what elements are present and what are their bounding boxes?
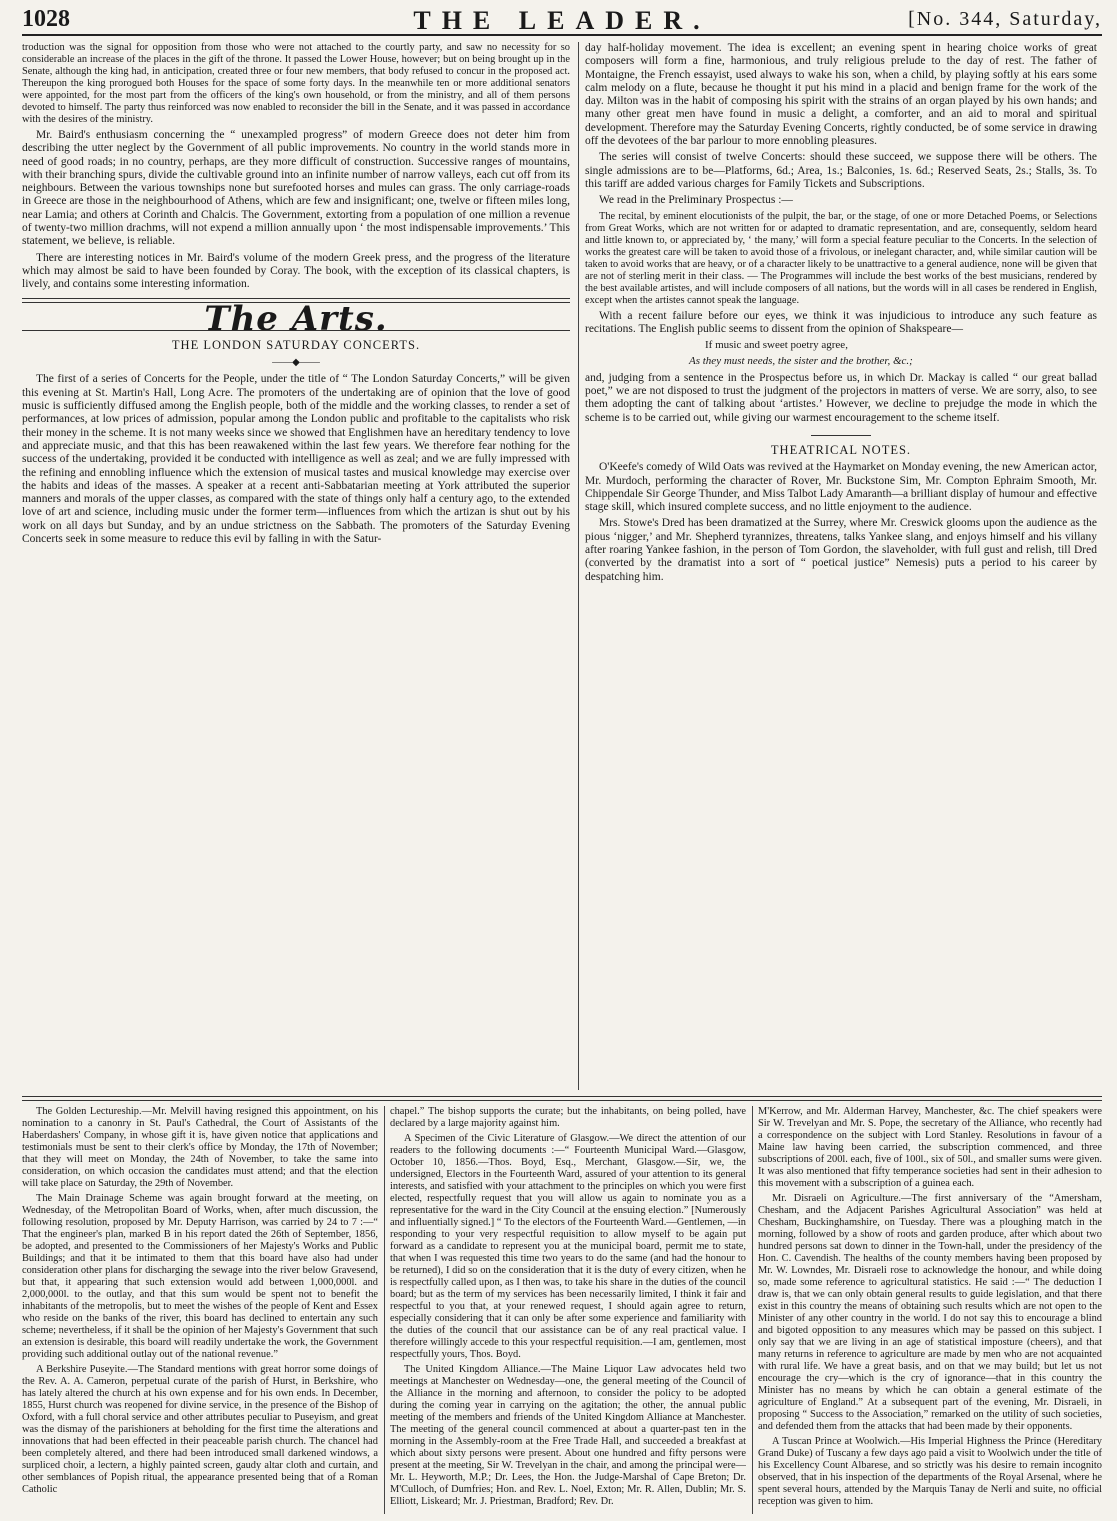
lower-column-2 — [390, 1106, 746, 1514]
column-divider — [752, 1106, 753, 1514]
page-divider — [22, 1096, 1102, 1101]
concert-prices-paragraph: The series will consist of twelve Concerts: should these succeed, we suppose there will be others. The single admissions are to be—Platforms, 6d.; Area, 1s.; Balconies, 1s. 6d.; Reserved Seats, 2s.; Stalls, 3s. To this tariff are added various charges for Family Tickets and Subscriptions. — [585, 151, 1097, 190]
greek-senate-paragraph: troduction was the signal for opposition from those who were not attached to the courtly party, and saw no necessity for so considerable an increase of the places in the gift of the throne. It passed the Lower House, however; but on being brought up in the Senate, although the king had, in anticipation, created three or four new members, that body refused to concur in the proposed act. Thereupon the king prorogued both Houses for the space of some forty days. In the meanwhile ten or more additional senators were appointed, for the most part from the officers of the king's own household, or from the ministry, and all of them persons devoted to himself. The party thus reinforced was now enabled to reconsider the bill in the Senate, and it was passed in accordance with the desires of the ministry. — [22, 42, 570, 125]
recitations-paragraph: With a recent failure before our eyes, we think it was injudicious to introduce any such feature as recitations. The English public seems to dissent from the opinion of Shakspeare— — [585, 309, 1097, 335]
mkerrow-paragraph: M'Kerrow, and Mr. Alderman Harvey, Manchester, &c. The chief speakers were Sir W. Trevelyan and Mr. S. Pope, the secretary of the Alliance, who recently had a correspondence on the subject with Lord Stanley. Resolutions in favour of a Maine law having been carried, the subscription commenced, and three subscriptions of 200l. each, five of 100l., six of 50l., and smaller sums were given. It was also mentioned that fifty temperance societies had sent in their adhesion to this movement with a subscription of a guinea each. — [758, 1106, 1102, 1189]
concerts-continued-paragraph: day half-holiday movement. The idea is excellent; an evening spent in hearing choice works of great composers will form a fine, harmonious, and truly religious prelude to the day of rest. The father of Montaigne, the French essayist, used always to wake his son, when a child, by playing softly at his ears some calm melody on a flute, because he thought it put his mind in a placid and benign frame for the work of the day. Milton was in the habit of composing his spirit with the strains of an organ played by his own hands; and many other great men have found in music a delight, a comforter, and an aid to moral and spiritual development. Therefore may the Saturday Evening Concerts, rightly conducted, be of some service in drawing off the devotees of the bar parlour to more ennobling pleasures. — [585, 42, 1097, 148]
lower-column-3 — [758, 1106, 1102, 1514]
verse-line-1: If music and sweet poetry agree, — [705, 339, 848, 352]
ballad-poet-paragraph: and, judging from a sentence in the Prospectus before us, in which Dr. Mackay is called “ our great ballad poet,” we are not disposed to trust the judgment of the projectors in matters of verse. We are sorry, also, to see them adopting the cant of talking about ‘artistes.’ However, we decline to prejudge the mode in which the scheme is to be carried out, while giving our warmest encouragement to the scheme itself. — [585, 371, 1097, 424]
dred-paragraph: Mrs. Stowe's Dred has been dramatized at the Surrey, where Mr. Creswick glooms upon the audience as the pious ‘nigger,’ and Mr. Shepherd tyrannizes, threatens, talks Yankee slang, and enjoys himself and his villany after roaring Yankee fashion, in the person of Tom Gordon, the slaveholder, with full gust and relish, till Dred (converted by the dramatist into a sort of “ poetical justice” Nemesis) puts a period to his career by despatching him. — [585, 517, 1097, 583]
main-drainage-paragraph: The Main Drainage Scheme was again brought forward at the meeting, on Wednesday, of the Metropolitan Board of Works, when, after much discussion, the following resolution, proposed by Mr. Deputy Harrison, was carried by 24 to 7 :—“ That the engineer's plan, marked B in his report dated the 26th of September, 1856, be adopted, and presented to the Commissioners of her Majesty's Works and Public Buildings; and that it be intimated to them that this board have also had under consideration other plans for discharging the sewage into the river below Gravesend, but that, it appearing that such extension would add between 1,000,000l. and 2,000,000l. to the outlay, and that this sum would be spent not to benefit the inhabitants of the metropolis, but to meet the wishes of the people of Kent and Essex who reside on the banks of the river, this board has declined to entertain any such scheme; nevertheless, if it shall be the opinion of her Majesty's Government that such an extension is desirable, this board will readily undertake the work, the Government providing such additional outlay out of the national revenue.” — [22, 1193, 378, 1360]
ornament-divider: ——◆—— — [272, 357, 320, 369]
concerts-subheading: THE LONDON SATURDAY CONCERTS. — [171, 337, 421, 352]
arts-heading: The Arts. — [204, 298, 388, 339]
concerts-paragraph: The first of a series of Concerts for the People, under the title of “ The London Saturday Concerts,” will be given this evening at St. Martin's Hall, Long Acre. The promoters of the undertaking are of opinion that the love of good music is sufficiently diffused among the English people, both of the middle and the working classes, to render a set of performances, at low prices of admission, popular among the London public and profitable to the capitalists who risk their money in the scheme. It is not many weeks since we showed that Englishmen have an hereditary tendency to love and appreciate music, and that this has been reawakened within the last few years. We therefore fear nothing for the success of the undertaking, provided it be conducted with intelligence as well as zeal; and we are fully impressed with the refining and ennobling influence which the extension of musical tastes and musical knowledge may exercise over the habits and ideas of the masses. A speaker at a recent anti-Sabbatarian meeting at York attributed the superior manners and morals of the upper classes, as compared with the state of things only half a century ago, to the extended love of art and science, including music under the former term—influences from which the artizan is shut out by his work on all days but Sunday, and by an undue strictness on the Sabbath. The promoters of the Saturday Evening Concerts seek in some measure to reduce this evil by falling in with the Satur- — [22, 373, 570, 546]
alliance-paragraph: The United Kingdom Alliance.—The Maine Liquor Law advocates held two meetings at Manchester on Wednesday—one, the general meeting of the Council of the Alliance in the morning and afternoon, to consider the policy to be adopted during the coming year in carrying on the agitation; the other, the annual public meeting of the members and friends of the United Kingdom Alliance at Manchester. The meeting of the general council commenced at about a quarter-past ten in the morning in the Assembly-room at the Free Trade Hall, and succeeded a breakfast at which about sixty persons were present. About one hundred and fifty persons were present at the meeting, Sir W. Trevelyan in the chair, and among the principal were—Mr. L. Heyworth, M.P.; Dr. Lees, the Hon. the Judge-Marshal of Cape Breton; Dr. M'Culloch, of Dumfries; Hon. and Rev. L. Noel, Exton; Mr. R. Allen, Dublin; Mr. S. Elliott, Liskeard; Mr. J. Priestman, Bradford; Rev. Dr. — [390, 1364, 746, 1507]
bishop-paragraph: chapel.” The bishop supports the curate; but the inhabitants, on being polled, have declared by a large majority against him. — [390, 1106, 746, 1129]
newspaper-title: THE LEADER. — [413, 6, 711, 35]
golden-lectureship-paragraph: The Golden Lectureship.—Mr. Melvill having resigned this appointment, on his nomination to a canonry in St. Paul's Cathedral, the Court of Assistants of the Haberdashers' Company, in whose gift it is, have given notice that applications and testimonials must be sent to their clerk's office by Monday, the 17th of November; that they will meet on Monday, the 24th of November, to take the same into consideration, on which occasion the candidates must attend; and that the election will take place on Saturday, the 29th of November. — [22, 1106, 378, 1189]
prospectus-intro: We read in the Preliminary Prospectus :— — [599, 194, 793, 207]
section-rule — [22, 298, 570, 303]
lower-column-1 — [22, 1106, 378, 1514]
disraeli-paragraph: Mr. Disraeli on Agriculture.—The first anniversary of the “Amersham, Chesham, and the Adjacent Parishes Agricultural Association” was held at Chesham, Buckinghamshire, on Tuesday. There was a ploughing match in the morning, followed by a show of roots and garden produce, after which about two hundred persons sat down to dinner in the Town-hall, under the presidency of the Hon. C. Cavendish. The healths of the county members having been proposed by Mr. W. Lowndes, Mr. Disraeli rose to acknowledge the honour, and while doing so, made some reference to agricultural statistics. He said :—“ The deduction I draw is, that we can only obtain general results to guide legislation, and that there exist in this country the means of obtaining such results which are not open to the Minister of any other country in the world. I do not say this to encourage a blind and bigoted opposition to any measures which may be passed on this subject. I only say that we are living in an age of statistical imposture (cheers), and that many returns in reference to agriculture are made by men who are not acquainted with rural life. We have a great basis, and on that we may build; but let us not encourage the cry—which is the cry of ignorance—that in this country the Minister has no means by which he can obtain a general estimate of the agriculture of England.” At a subsequent part of the evening, Mr. Disraeli, in proposing “ Success to the Association,” remarked on the utility of such societies, and defended them from the attacks that had been made by their opponents. — [758, 1193, 1102, 1432]
heading-rule — [22, 330, 570, 331]
column-divider — [384, 1106, 385, 1514]
column-divider — [578, 42, 579, 1090]
wild-oats-paragraph: O'Keefe's comedy of Wild Oats was revived at the Haymarket on Monday evening, the new American actor, Mr. Murdoch, performing the character of Rover, Mr. Buckstone Sim, Mr. Compton Ephraim Smooth, Mr. Chippendale Sir George Thunder, and Miss Talbot Lady Amaranth—a brilliant display of humour and effective stage skill, which insured complete success, and no little enjoyment to the audience. — [585, 461, 1097, 514]
issue-number: [No. 344, Saturday, — [908, 8, 1102, 30]
upper-right-column — [585, 42, 1097, 1090]
greek-press-paragraph: There are interesting notices in Mr. Baird's volume of the modern Greek press, and the progress of the literature which may almost be said to have been founded by Coray. The book, with the exception of its classical chapters, is lively, and contains some interesting information. — [22, 251, 570, 291]
masthead — [22, 4, 1102, 36]
page-number: 1028 — [22, 6, 70, 32]
prospectus-quote: The recital, by eminent elocutionists of the pulpit, the bar, or the stage, of one or more Detached Poems, or Selections from Great Works, which are not written for or adapted to dramatic representation, and are, consequently, seldom heard and little known to, or appreciated by, ‘ the many,’ will form a special feature peculiar to the Concerts. In the selection of works the greatest care will be taken to avoid those of a frivolous, or inelegant character, and, while similar caution will be taken to avoid works that are heavy, or of a character likely to be unattractive to a general audience, none will be given that are not of sterling merit in their class. — The Programmes will include the best works of the best musicians, rendered by the best available artistes, and will include composers of all nations, but the words will in all cases be rendered in English, except when the artistes cannot speak the language. — [585, 210, 1097, 306]
greek-roads-paragraph: Mr. Baird's enthusiasm concerning the “ unexampled progress” of modern Greece does not deter him from describing the utter neglect by the Government of all public improvements. No country in the world stands more in need of good roads; in no country, perhaps, are they more difficult of construction. Successive ranges of mountains, with their branching spurs, divide the cultivable ground into an infinite number of narrow valleys, each cut off from its neighbours. Between the various townships none but surefooted horses and mules can grass. The only carriage-roads in Greece are those in the neighbourhood of Athens, which are few and insignificant; one, twelve or fifteen miles long, near Lamia; and others at Corinth and Chalcis. The Government, extorting from a population of one million a revenue of twenty-two million drachms, will not expend a million annually upon ‘ the most indispensable improvements.’ This statement, we believe, is reliable. — [22, 129, 570, 248]
short-rule — [811, 435, 871, 436]
tuscan-prince-paragraph: A Tuscan Prince at Woolwich.—His Imperial Highness the Prince (Hereditary Grand Duke) of Tuscany a few days ago paid a visit to Woolwich under the title of his Excellency Count Albarese, and so strictly was his desire to remain incognito observed, that in his inspection of the departments of the Royal Arsenal, where he spent several hours, attended by the Marquis Tanay de Nerli and suite, no official reception was given to him. — [758, 1436, 1102, 1507]
theatrical-heading: THEATRICAL NOTES. — [770, 442, 912, 457]
berkshire-puseyite-paragraph: A Berkshire Puseyite.—The Standard mentions with great horror some doings of the Rev. A. A. Cameron, perpetual curate of the parish of Hurst, in Berkshire, who has lately altered the church at his own expense and for his own ends. In December, 1855, Hurst church was reopened for divine service, in the presence of the Bishop of Oxford, with a full choral service and other attributes peculiar to Puseyism, and great was the dismay of the parishioners at beholding for the first time the alterations and innovations that had been effected in their peaceable parish church. The chancel had been completely altered, and there had been introduced small darkened windows, a surpliced choir, a lectern, a highly painted screen, gaudy altar cloth and curtain, and other semblances of Popish ritual, the appearance presented being that of a Roman Catholic — [22, 1364, 378, 1495]
glasgow-paragraph: A Specimen of the Civic Literature of Glasgow.—We direct the attention of our readers to the following documents :—“ Fourteenth Municipal Ward.—Glasgow, October 10, 1856.—Thos. Boyd, Esq., Merchant, Glasgow.—Sir, we, the undersigned, Electors in the Fourteenth Ward, assured of your attention to its general interests, and satisfied with your attachment to the principles on which you were first elected, respectfully request that you will allow us again to nominate you as a representative for the ward in the City Council at the ensuing election.” [Numerously and influentially signed.] “ To the electors of the Fourteenth Ward.—Gentlemen, —in responding to your very respectful requisition to allow myself to be again put forward as a candidate to represent you at the municipal board, permit me to state, that when I was requested this time two years to do the same (and had the honour to be returned), I did so on the consideration that it is the duty of every citizen, when he is respectfully called upon, as I then was, to take his share in the duties of the council board; but as the term of my services has been necessarily limited, I think it fair and respectful to you that, at your renewed request, I should again agree to return, especially considering that it can only be after some experience and familiarity with the duties of the council that our assistance can be of any real practical value. I therefore willingly accede to this your respectful requisition.—I am, gentlemen, most respectfully yours, Thos. Boyd. — [390, 1133, 746, 1360]
upper-left-column — [22, 42, 570, 1090]
verse-line-2: As they must needs, the sister and the brother, &c.; — [689, 355, 913, 368]
